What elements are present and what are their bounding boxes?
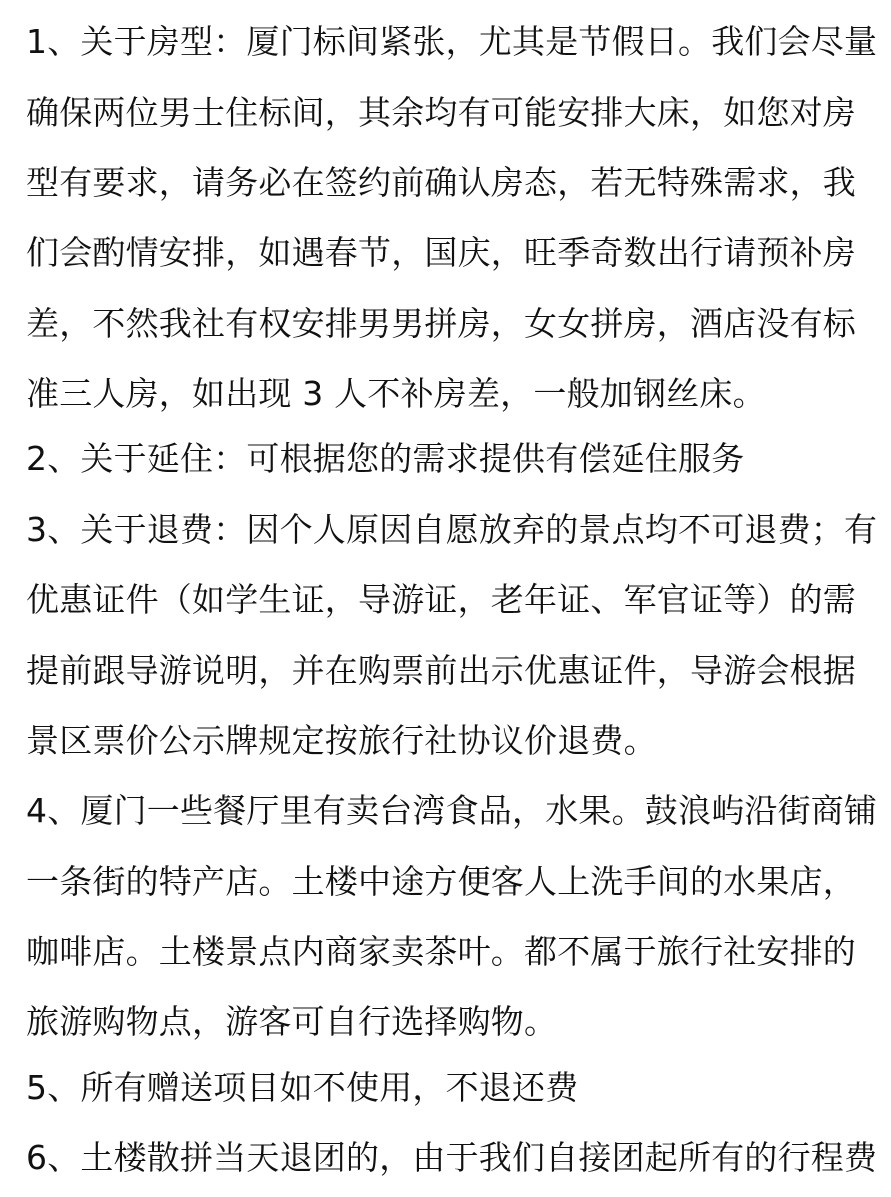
text-line-1: 1、关于房型：厦门标间紧张，尤其是节假日。我们会尽量 [26,22,878,61]
text-line-10: 提前跟导游说明，并在购票前出示优惠证件，导游会根据 [26,651,856,690]
text-line-12: 4、厦门一些餐厅里有卖台湾食品，水果。鼓浪屿沿街商铺 [26,791,878,830]
text-line-2: 确保两位男士住标间，其余均有可能安排大床，如您对房 [26,93,856,132]
text-line-3: 型有要求，请务必在签约前确认房态，若无特殊需求，我 [26,163,856,202]
text-line-6: 准三人房，如出现 3 人不补房差，一般加钢丝床。 [26,374,766,413]
text-line-8: 3、关于退费：因个人原因自愿放弃的景点均不可退费；有 [26,510,878,549]
text-line-7: 2、关于延住：可根据您的需求提供有偿延住服务 [26,439,745,478]
text-line-4: 们会酌情安排，如遇春节，国庆，旺季奇数出行请预补房 [26,233,856,272]
text-line-5: 差，不然我社有权安排男男拼房，女女拼房，酒店没有标 [26,304,856,343]
text-line-13: 一条街的特产店。土楼中途方便客人上洗手间的水果店， [26,862,856,901]
text-line-11: 景区票价公示牌规定按旅行社协议价退费。 [26,721,657,760]
text-line-15: 旅游购物点，游客可自行选择购物。 [26,1002,558,1041]
text-line-14: 咖啡店。土楼景点内商家卖茶叶。都不属于旅行社安排的 [26,932,856,971]
text-line-17: 6、土楼散拼当天退团的，由于我们自接团起所有的行程费 [26,1138,878,1177]
text-line-16: 5、所有赠送项目如不使用，不退还费 [26,1068,579,1107]
text-line-9: 优惠证件（如学生证，导游证，老年证、军官证等）的需 [26,580,856,619]
